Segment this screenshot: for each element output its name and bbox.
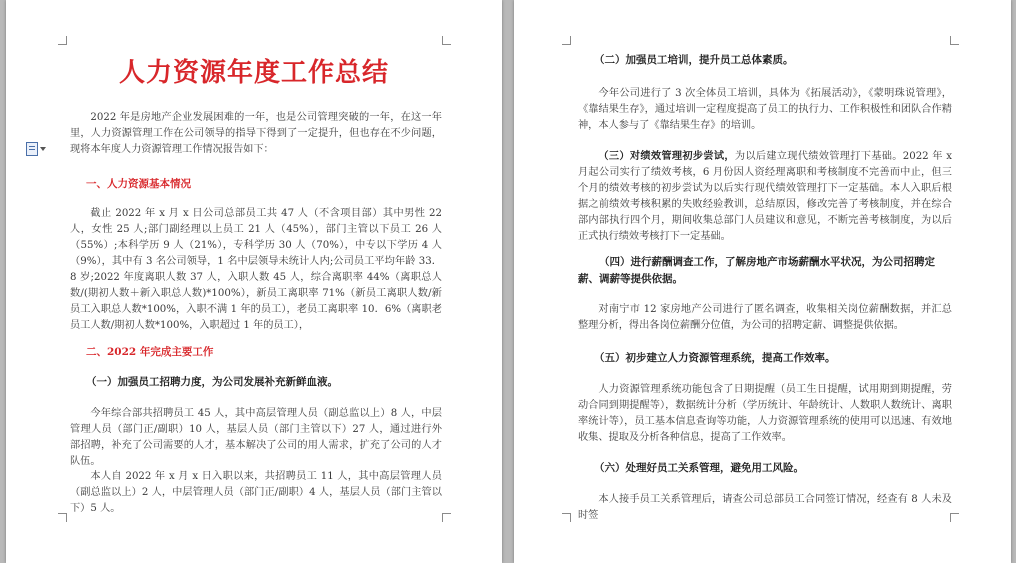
subsection-5-paragraph: 人力资源管理系统功能包含了日期提醒（员工生日提醒，试用期到期提醒，劳动合同到期提醒等），数据统计分析（学历统计、年龄统计、人数职人数统计、离职率统计等），员工基本信息查询等功能，人力资源管理系统的使用可以迅速、有效地收集、提取及分析各种信息，提高了工作效率。 xyxy=(578,384,952,443)
page-icon xyxy=(26,142,38,156)
document-options-icon[interactable] xyxy=(26,141,48,157)
crop-mark xyxy=(442,513,451,522)
subsection-heading-5: （五）初步建立人力资源管理系统，提高工作效率。 xyxy=(594,352,836,364)
subsection-6-paragraph: 本人接手员工关系管理后，请查公司总部员工合同签订情况，经查有 8 人未及时签 xyxy=(578,494,952,521)
document-title: 人力资源年度工作总结 xyxy=(118,58,389,88)
subsection-3-text: 为以后建立现代绩效管理打下基础。2022 年 x 月起公司实行了绩效考核，6 月份因人资经理离职和考核制度不完善而中止，但三个月的绩效考核的初步尝试为以后实行现代绩效管理打下一定基础。本人入职后根据之前绩效考核积累的失败经验教训，总结原因，修改完善了考核制度，并在综合部内部执行四个月，期间收集总部门人员建议和意见，不断完善考核制度，为以后正式执行绩效考核打下一定基础。 xyxy=(578,151,952,242)
section-1-paragraph: 截止 2022 年 x 月 x 日公司总部员工共 47 人（不含项目部）其中男性 22 人，女性 25 人;部门副经理以上员工 21 人（45%），部门主管以下员工 26 人（55%）;本科学历 9 人（21%），专科学历 30 人（70%），中专以下学历 4 人（9%），其中有 3 名公司领导，1 名中层领导未统计人内;公司员工平均年龄 33．8 岁;2022 年度离职人数 37 人，入职人数 45 人，综合离职率 44%（离职总人数/(期初人数＋新入职总人数)*100%），新员工离职率 71%（新员工离职人数/新员工入职总人数*100%，入职不满 1 年的员工），老员工离职率 10．6%（离职老员工人数/期初人数*100%，入职超过 1 年的员工）， xyxy=(70,208,442,331)
subsection-heading-1: （一）加强员工招聘力度，为公司发展补充新鲜血液。 xyxy=(86,376,338,388)
subsection-heading-3: （三）对绩效管理初步尝试， xyxy=(598,150,735,162)
subsection-4-paragraph: 对南宁市 12 家房地产公司进行了匿名调查，收集相关岗位薪酬数据，并汇总整理分析，得出各岗位薪酬分位值，为公司的招聘定薪、调整提供依据。 xyxy=(578,304,952,331)
subsection-heading-6: （六）处理好员工关系管理，避免用工风险。 xyxy=(594,462,804,474)
crop-mark xyxy=(950,36,959,45)
chevron-down-icon xyxy=(40,147,46,151)
subsection-heading-2: （二）加强员工培训，提升员工总体素质。 xyxy=(594,54,794,66)
subsection-2-paragraph: 今年公司进行了 3 次全体员工培训，具体为《拓展活动》，《蒙明珠说管理》，《靠结果生存》，通过培训一定程度提高了员工的执行力、工作积极性和团队合作精神，本人参与了《靠结果生存》的培训。 xyxy=(578,88,952,131)
subsection-1-paragraph-2: 本人自 2022 年 x 月 x 日入职以来，共招聘员工 11 人，其中高层管理人员（副总监以上）2 人，中层管理人员（部门正/副职）4 人，基层人员（部门主管以下）5 人。 xyxy=(70,471,442,514)
subsection-heading-4: （四）进行薪酬调查工作，了解房地产市场薪酬水平状况，为公司招聘定薪、调薪等提供依据。 xyxy=(578,256,935,285)
document-page-right xyxy=(514,0,1011,563)
section-heading-1: 一、人力资源基本情况 xyxy=(86,178,191,190)
crop-mark xyxy=(562,36,571,45)
crop-mark xyxy=(442,36,451,45)
crop-mark xyxy=(562,513,571,522)
crop-mark xyxy=(58,513,67,522)
intro-paragraph: 2022 年是房地产企业发展困难的一年，也是公司管理突破的一年，在这一年里，人力资源管理工作在公司领导的指导下得到了一定提升，但也存在不少问题，现将本年度人力资源管理工作情况报告如下： xyxy=(70,112,442,155)
crop-mark xyxy=(58,36,67,45)
subsection-1-paragraph-1: 今年综合部共招聘员工 45 人，其中高层管理人员（副总监以上）8 人，中层管理人员（部门正/副职）10 人，基层人员（部门主管以下）27 人，通过进行外部招聘，补充了公司需要的人才，基本解决了公司的用人需求，扩充了公司的人才队伍。 xyxy=(70,408,442,467)
section-heading-2: 二、2022 年完成主要工作 xyxy=(86,346,214,358)
document-page-left xyxy=(6,0,502,563)
subsection-3-paragraph xyxy=(578,148,952,245)
